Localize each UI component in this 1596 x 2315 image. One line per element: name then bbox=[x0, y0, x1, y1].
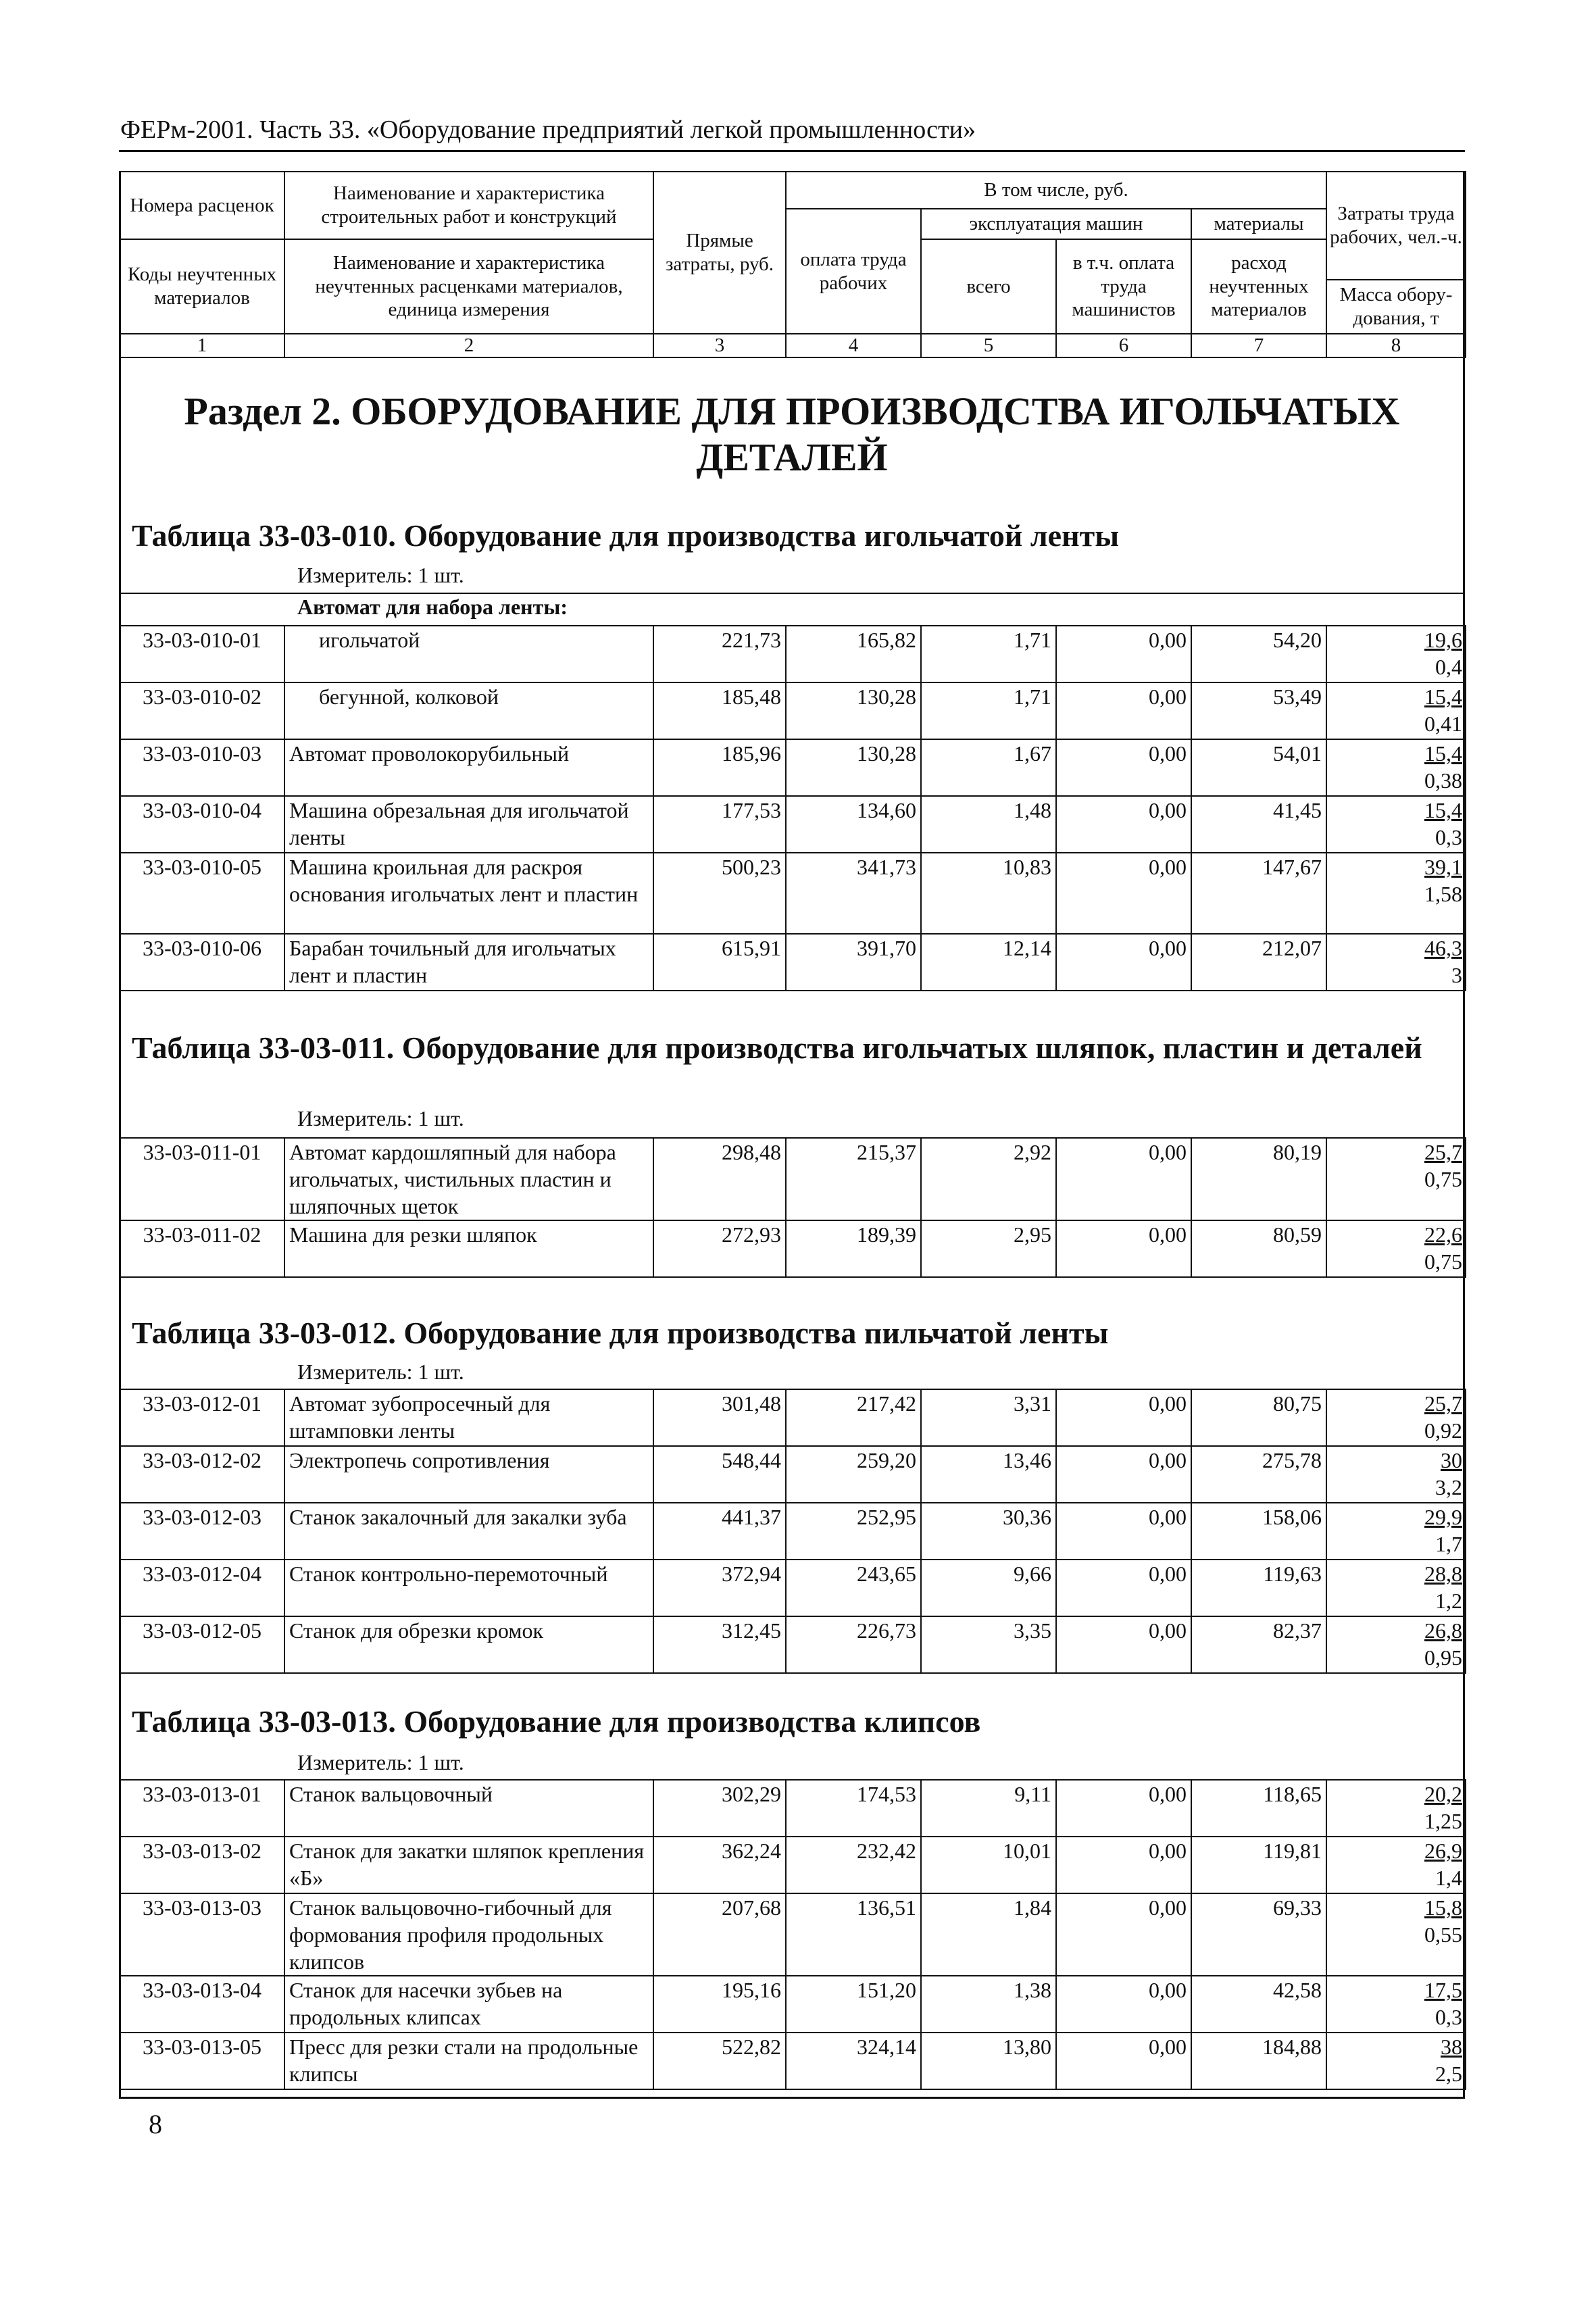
equipment-mass: 0,95 bbox=[1424, 1645, 1462, 1670]
machine-costs: 10,01 bbox=[921, 1837, 1056, 1893]
labor-wages: 243,65 bbox=[786, 1560, 921, 1616]
operator-wages: 0,00 bbox=[1056, 1389, 1191, 1446]
labor-hours: 25,7 bbox=[1424, 1391, 1462, 1416]
rate-code: 33-03-012-04 bbox=[120, 1560, 284, 1616]
unit-label: Измеритель: 1 шт. bbox=[297, 1750, 464, 1774]
machine-costs: 1,84 bbox=[921, 1893, 1056, 1976]
labor-wages: 232,42 bbox=[786, 1837, 921, 1893]
direct-costs: 522,82 bbox=[653, 2033, 786, 2089]
direct-costs: 301,48 bbox=[653, 1389, 786, 1446]
labor-wages: 130,28 bbox=[786, 682, 921, 739]
machine-costs: 1,67 bbox=[921, 739, 1056, 796]
material-costs: 118,65 bbox=[1191, 1780, 1326, 1837]
rate-code: 33-03-013-03 bbox=[120, 1893, 284, 1976]
labor-hours-and-mass bbox=[1326, 1446, 1466, 1503]
equipment-mass: 1,25 bbox=[1424, 1809, 1462, 1833]
equipment-mass: 0,41 bbox=[1424, 712, 1462, 736]
material-costs: 69,33 bbox=[1191, 1893, 1326, 1976]
item-name: Станок вальцовочный bbox=[284, 1780, 653, 1837]
rate-code: 33-03-011-02 bbox=[120, 1220, 284, 1277]
material-costs: 147,67 bbox=[1191, 853, 1326, 934]
col-number: 3 bbox=[653, 334, 786, 357]
col-number: 7 bbox=[1191, 334, 1326, 357]
running-header: ФЕРм-2001. Часть 33. «Оборудование предприятий легкой промышленности» bbox=[120, 116, 976, 144]
item-name: Станок закалочный для закалки зуба bbox=[284, 1503, 653, 1560]
header-machines: эксплуатация машин bbox=[921, 209, 1191, 239]
table-row bbox=[120, 1138, 1466, 1220]
rate-code: 33-03-013-05 bbox=[120, 2033, 284, 2089]
labor-wages: 136,51 bbox=[786, 1893, 921, 1976]
rate-code: 33-03-010-02 bbox=[120, 682, 284, 739]
unit-label: Измеритель: 1 шт. bbox=[297, 1106, 464, 1130]
material-costs: 119,63 bbox=[1191, 1560, 1326, 1616]
labor-hours-and-mass bbox=[1326, 1138, 1466, 1220]
labor-hours-and-mass bbox=[1326, 682, 1466, 739]
data-table bbox=[119, 1137, 1466, 1278]
header-col6: в т.ч. оплата труда машинистов bbox=[1056, 239, 1191, 334]
direct-costs: 441,37 bbox=[653, 1503, 786, 1560]
labor-hours: 25,7 bbox=[1424, 1140, 1462, 1164]
header-rule bbox=[119, 150, 1465, 152]
labor-hours-and-mass bbox=[1326, 1976, 1466, 2033]
labor-wages: 215,37 bbox=[786, 1138, 921, 1220]
labor-hours-and-mass bbox=[1326, 1893, 1466, 1976]
item-name: Барабан точильный для игольчатых лент и пластин bbox=[284, 934, 653, 991]
labor-hours-and-mass bbox=[1326, 1616, 1466, 1673]
labor-wages: 174,53 bbox=[786, 1780, 921, 1837]
page-number: 8 bbox=[149, 2109, 162, 2139]
labor-hours: 28,8 bbox=[1424, 1562, 1462, 1586]
table-row bbox=[120, 682, 1466, 739]
machine-costs: 3,35 bbox=[921, 1616, 1056, 1673]
direct-costs: 302,29 bbox=[653, 1780, 786, 1837]
item-name: Автомат проволокорубильный bbox=[284, 739, 653, 796]
labor-hours-and-mass bbox=[1326, 1837, 1466, 1893]
table-row bbox=[120, 853, 1466, 934]
table-row bbox=[120, 1220, 1466, 1277]
equipment-mass: 0,4 bbox=[1435, 655, 1462, 679]
item-name: Станок для обрезки кромок bbox=[284, 1616, 653, 1673]
operator-wages: 0,00 bbox=[1056, 1616, 1191, 1673]
direct-costs: 500,23 bbox=[653, 853, 786, 934]
column-header-table bbox=[119, 171, 1466, 358]
header-materials: материалы bbox=[1191, 209, 1326, 239]
labor-hours-and-mass bbox=[1326, 626, 1466, 682]
operator-wages: 0,00 bbox=[1056, 2033, 1191, 2089]
labor-hours-and-mass bbox=[1326, 796, 1466, 853]
item-name: Машина обрезальная для игольчатой ленты bbox=[284, 796, 653, 853]
rate-code: 33-03-013-02 bbox=[120, 1837, 284, 1893]
section-title: Раздел 2. ОБОРУДОВАНИЕ ДЛЯ ПРОИЗВОДСТВА ИГОЛЬЧАТЫХ ДЕТАЛЕЙ bbox=[184, 389, 1400, 480]
operator-wages: 0,00 bbox=[1056, 1446, 1191, 1503]
data-table bbox=[119, 1779, 1466, 2090]
direct-costs: 372,94 bbox=[653, 1560, 786, 1616]
labor-hours-and-mass bbox=[1326, 934, 1466, 991]
labor-wages: 189,39 bbox=[786, 1220, 921, 1277]
machine-costs: 1,38 bbox=[921, 1976, 1056, 2033]
labor-wages: 252,95 bbox=[786, 1503, 921, 1560]
machine-costs: 9,66 bbox=[921, 1560, 1056, 1616]
item-name: игольчатой bbox=[284, 626, 653, 682]
header-col2-top: Наименование и характеристика строительных работ и конструкций bbox=[284, 172, 653, 239]
machine-costs: 12,14 bbox=[921, 934, 1056, 991]
table-row bbox=[120, 934, 1466, 991]
table-row bbox=[120, 739, 1466, 796]
machine-costs: 30,36 bbox=[921, 1503, 1056, 1560]
equipment-mass: 1,2 bbox=[1435, 1589, 1462, 1613]
table-row bbox=[120, 626, 1466, 682]
material-costs: 54,20 bbox=[1191, 626, 1326, 682]
direct-costs: 362,24 bbox=[653, 1837, 786, 1893]
machine-costs: 1,48 bbox=[921, 796, 1056, 853]
material-costs: 275,78 bbox=[1191, 1446, 1326, 1503]
header-group: В том числе, руб. bbox=[786, 172, 1326, 209]
material-costs: 184,88 bbox=[1191, 2033, 1326, 2089]
labor-hours: 30 bbox=[1441, 1448, 1462, 1472]
header-col1-bottom: Коды неучтенных материалов bbox=[120, 239, 284, 334]
rate-code: 33-03-010-01 bbox=[120, 626, 284, 682]
machine-costs: 2,92 bbox=[921, 1138, 1056, 1220]
item-name: Автомат кардошляпный для набора игольчатых, чистильных пластин и шляпочных щеток bbox=[284, 1138, 653, 1220]
operator-wages: 0,00 bbox=[1056, 1220, 1191, 1277]
labor-wages: 259,20 bbox=[786, 1446, 921, 1503]
unit-label: Измеритель: 1 шт. bbox=[297, 1360, 464, 1384]
rate-code: 33-03-012-01 bbox=[120, 1389, 284, 1446]
material-costs: 41,45 bbox=[1191, 796, 1326, 853]
labor-hours-and-mass bbox=[1326, 853, 1466, 934]
material-costs: 212,07 bbox=[1191, 934, 1326, 991]
labor-wages: 134,60 bbox=[786, 796, 921, 853]
labor-hours-and-mass bbox=[1326, 1503, 1466, 1560]
operator-wages: 0,00 bbox=[1056, 1976, 1191, 2033]
header-col8-bottom: Масса обору-дования, т bbox=[1326, 280, 1466, 334]
table-row bbox=[120, 796, 1466, 853]
col-number: 2 bbox=[284, 334, 653, 357]
material-costs: 54,01 bbox=[1191, 739, 1326, 796]
direct-costs: 615,91 bbox=[653, 934, 786, 991]
equipment-mass: 1,4 bbox=[1435, 1866, 1462, 1890]
operator-wages: 0,00 bbox=[1056, 934, 1191, 991]
labor-wages: 217,42 bbox=[786, 1389, 921, 1446]
labor-hours-and-mass bbox=[1326, 1389, 1466, 1446]
item-name: Станок для насечки зубьев на продольных клипсах bbox=[284, 1976, 653, 2033]
item-name: Станок вальцовочно-гибочный для формования профиля продольных клипсов bbox=[284, 1893, 653, 1976]
machine-costs: 9,11 bbox=[921, 1780, 1056, 1837]
equipment-mass: 1,7 bbox=[1435, 1532, 1462, 1556]
labor-wages: 341,73 bbox=[786, 853, 921, 934]
header-col7: расход неучтенных материалов bbox=[1191, 239, 1326, 334]
table-row bbox=[120, 1389, 1466, 1446]
labor-wages: 391,70 bbox=[786, 934, 921, 991]
col-number: 5 bbox=[921, 334, 1056, 357]
material-costs: 53,49 bbox=[1191, 682, 1326, 739]
direct-costs: 177,53 bbox=[653, 796, 786, 853]
material-costs: 80,19 bbox=[1191, 1138, 1326, 1220]
item-name: Машина для резки шляпок bbox=[284, 1220, 653, 1277]
rate-code: 33-03-013-01 bbox=[120, 1780, 284, 1837]
operator-wages: 0,00 bbox=[1056, 796, 1191, 853]
labor-hours: 15,8 bbox=[1424, 1895, 1462, 1920]
rate-code: 33-03-012-05 bbox=[120, 1616, 284, 1673]
col-number: 1 bbox=[120, 334, 284, 357]
table-row bbox=[120, 1560, 1466, 1616]
item-name: Станок контрольно-перемоточный bbox=[284, 1560, 653, 1616]
rate-code: 33-03-010-06 bbox=[120, 934, 284, 991]
machine-costs: 3,31 bbox=[921, 1389, 1056, 1446]
material-costs: 80,75 bbox=[1191, 1389, 1326, 1446]
equipment-mass: 0,38 bbox=[1424, 768, 1462, 793]
operator-wages: 0,00 bbox=[1056, 1138, 1191, 1220]
equipment-mass: 3 bbox=[1451, 963, 1462, 987]
header-col2-bottom: Наименование и характеристика неучтенных расценками материалов, единица измерения bbox=[284, 239, 653, 334]
rate-code: 33-03-010-05 bbox=[120, 853, 284, 934]
table-row bbox=[120, 2033, 1466, 2089]
direct-costs: 221,73 bbox=[653, 626, 786, 682]
machine-costs: 13,80 bbox=[921, 2033, 1056, 2089]
material-costs: 119,81 bbox=[1191, 1837, 1326, 1893]
operator-wages: 0,00 bbox=[1056, 1560, 1191, 1616]
machine-costs: 10,83 bbox=[921, 853, 1056, 934]
col-number: 4 bbox=[786, 334, 921, 357]
rate-code: 33-03-011-01 bbox=[120, 1138, 284, 1220]
equipment-mass: 0,75 bbox=[1424, 1167, 1462, 1191]
item-name: Станок для закатки шляпок крепления «Б» bbox=[284, 1837, 653, 1893]
data-table bbox=[119, 625, 1466, 991]
operator-wages: 0,00 bbox=[1056, 739, 1191, 796]
table-row bbox=[120, 1616, 1466, 1673]
labor-hours-and-mass bbox=[1326, 1780, 1466, 1837]
col-number: 8 bbox=[1326, 334, 1466, 357]
table-title: Таблица 33-03-011. Оборудование для производства игольчатых шляпок, пластин и деталей bbox=[132, 1030, 1422, 1065]
labor-hours-and-mass bbox=[1326, 1220, 1466, 1277]
labor-hours: 15,4 bbox=[1424, 741, 1462, 766]
rate-code: 33-03-010-04 bbox=[120, 796, 284, 853]
labor-hours: 39,1 bbox=[1424, 855, 1462, 879]
labor-hours-and-mass bbox=[1326, 2033, 1466, 2089]
equipment-mass: 0,3 bbox=[1435, 825, 1462, 849]
direct-costs: 312,45 bbox=[653, 1616, 786, 1673]
labor-hours: 26,9 bbox=[1424, 1839, 1462, 1863]
rate-code: 33-03-012-02 bbox=[120, 1446, 284, 1503]
equipment-mass: 2,5 bbox=[1435, 2062, 1462, 2086]
header-col5: всего bbox=[921, 239, 1056, 334]
labor-wages: 324,14 bbox=[786, 2033, 921, 2089]
table-title: Таблица 33-03-010. Оборудование для производства игольчатой ленты bbox=[132, 518, 1120, 553]
direct-costs: 185,48 bbox=[653, 682, 786, 739]
labor-hours: 26,8 bbox=[1424, 1618, 1462, 1643]
rate-code: 33-03-012-03 bbox=[120, 1503, 284, 1560]
header-col3: Прямые затраты, руб. bbox=[653, 172, 786, 334]
table-row bbox=[120, 1446, 1466, 1503]
item-name: Машина кроильная для раскроя основания игольчатых лент и пластин bbox=[284, 853, 653, 934]
direct-costs: 195,16 bbox=[653, 1976, 786, 2033]
labor-hours-and-mass bbox=[1326, 739, 1466, 796]
table-row bbox=[120, 1837, 1466, 1893]
labor-wages: 130,28 bbox=[786, 739, 921, 796]
material-costs: 80,59 bbox=[1191, 1220, 1326, 1277]
labor-hours: 29,9 bbox=[1424, 1505, 1462, 1529]
data-table bbox=[119, 1389, 1466, 1674]
machine-costs: 1,71 bbox=[921, 682, 1056, 739]
direct-costs: 298,48 bbox=[653, 1138, 786, 1220]
operator-wages: 0,00 bbox=[1056, 853, 1191, 934]
item-name: Электропечь сопротивления bbox=[284, 1446, 653, 1503]
rate-code: 33-03-010-03 bbox=[120, 739, 284, 796]
item-name: Пресс для резки стали на продольные клипсы bbox=[284, 2033, 653, 2089]
operator-wages: 0,00 bbox=[1056, 1503, 1191, 1560]
table-row bbox=[120, 1780, 1466, 1837]
labor-hours: 17,5 bbox=[1424, 1978, 1462, 2002]
table-title: Таблица 33-03-013. Оборудование для производства клипсов bbox=[132, 1704, 981, 1739]
direct-costs: 548,44 bbox=[653, 1446, 786, 1503]
rate-code: 33-03-013-04 bbox=[120, 1976, 284, 2033]
direct-costs: 272,93 bbox=[653, 1220, 786, 1277]
labor-hours: 20,2 bbox=[1424, 1782, 1462, 1806]
table-row bbox=[120, 1976, 1466, 2033]
labor-hours: 15,4 bbox=[1424, 798, 1462, 822]
equipment-mass: 0,75 bbox=[1424, 1249, 1462, 1274]
labor-hours-and-mass bbox=[1326, 1560, 1466, 1616]
operator-wages: 0,00 bbox=[1056, 626, 1191, 682]
direct-costs: 207,68 bbox=[653, 1893, 786, 1976]
machine-costs: 1,71 bbox=[921, 626, 1056, 682]
table-subheading: Автомат для набора ленты: bbox=[297, 595, 568, 619]
labor-hours: 46,3 bbox=[1424, 936, 1462, 960]
equipment-mass: 0,3 bbox=[1435, 2005, 1462, 2029]
equipment-mass: 1,58 bbox=[1424, 882, 1462, 906]
labor-hours: 22,6 bbox=[1424, 1222, 1462, 1247]
material-costs: 82,37 bbox=[1191, 1616, 1326, 1673]
header-col4: оплата труда рабочих bbox=[786, 209, 921, 334]
table-title: Таблица 33-03-012. Оборудование для производства пильчатой ленты bbox=[132, 1316, 1109, 1350]
labor-hours: 19,6 bbox=[1424, 628, 1462, 652]
labor-hours: 38 bbox=[1441, 2035, 1462, 2059]
operator-wages: 0,00 bbox=[1056, 1893, 1191, 1976]
item-name: Автомат зубопросечный для штамповки ленты bbox=[284, 1389, 653, 1446]
table-row bbox=[120, 1893, 1466, 1976]
direct-costs: 185,96 bbox=[653, 739, 786, 796]
header-col1-top: Номера расценок bbox=[120, 172, 284, 239]
col-number: 6 bbox=[1056, 334, 1191, 357]
material-costs: 158,06 bbox=[1191, 1503, 1326, 1560]
machine-costs: 2,95 bbox=[921, 1220, 1056, 1277]
equipment-mass: 3,2 bbox=[1435, 1475, 1462, 1499]
operator-wages: 0,00 bbox=[1056, 1837, 1191, 1893]
operator-wages: 0,00 bbox=[1056, 1780, 1191, 1837]
labor-hours: 15,4 bbox=[1424, 684, 1462, 709]
machine-costs: 13,46 bbox=[921, 1446, 1056, 1503]
labor-wages: 226,73 bbox=[786, 1616, 921, 1673]
header-col8-top: Затраты труда рабочих, чел.-ч. bbox=[1326, 172, 1466, 280]
unit-label: Измеритель: 1 шт. bbox=[297, 563, 464, 587]
item-name: бегунной, колковой bbox=[284, 682, 653, 739]
labor-wages: 151,20 bbox=[786, 1976, 921, 2033]
operator-wages: 0,00 bbox=[1056, 682, 1191, 739]
material-costs: 42,58 bbox=[1191, 1976, 1326, 2033]
labor-wages: 165,82 bbox=[786, 626, 921, 682]
table-row bbox=[120, 1503, 1466, 1560]
equipment-mass: 0,55 bbox=[1424, 1922, 1462, 1947]
equipment-mass: 0,92 bbox=[1424, 1418, 1462, 1443]
